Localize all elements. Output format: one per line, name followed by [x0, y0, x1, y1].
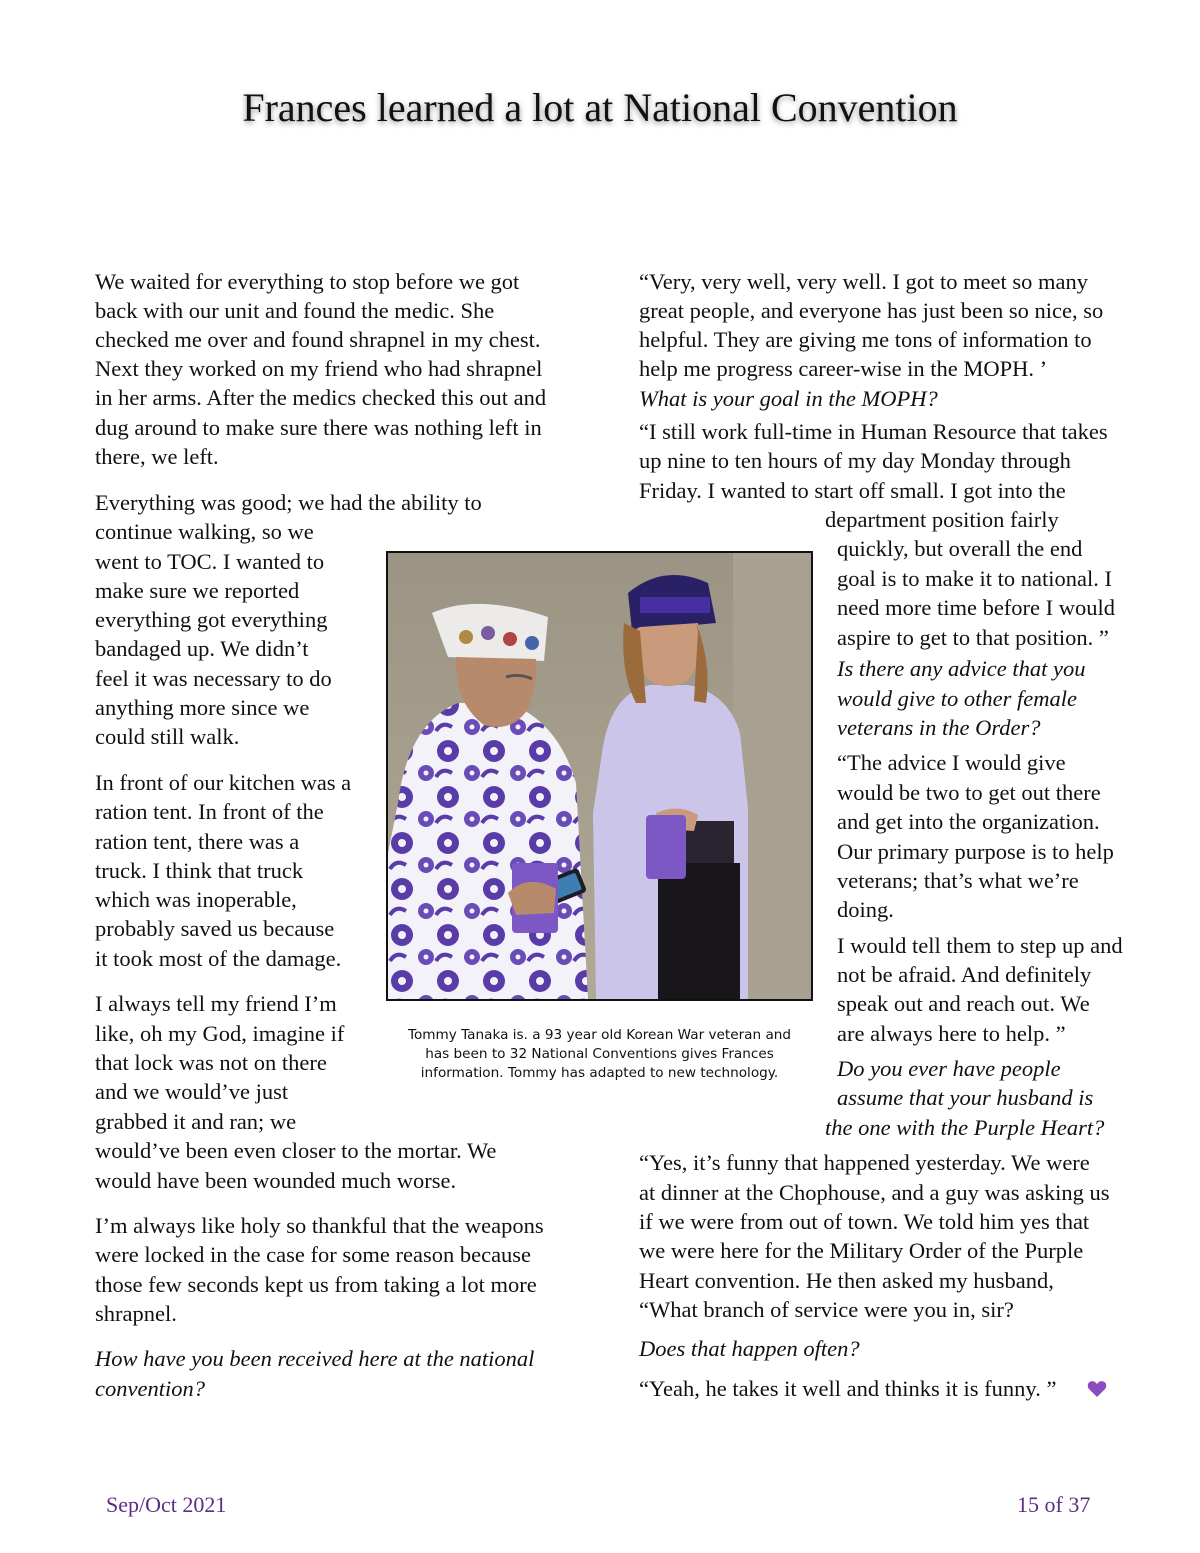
text-line: dug around to make sure there was nothing left in	[95, 415, 542, 440]
page-number: 15 of 37	[1017, 1492, 1091, 1517]
text-line: veterans in the Order?	[837, 715, 1041, 740]
text-line: “The advice I would give	[837, 750, 1066, 775]
question-often: Does that happen often?	[639, 1336, 860, 1361]
text-line: helpful. They are giving me tons of information to	[639, 327, 1092, 352]
text-line: the one with the Purple Heart?	[825, 1115, 1105, 1140]
text-line: bandaged up. We didn’t	[95, 636, 309, 661]
text-line: aspire to get to that position. ”	[837, 625, 1109, 650]
text-line: continue walking, so we	[95, 519, 314, 544]
text-line: Everything was good; we had the ability to	[95, 490, 482, 515]
text-line: would be two to get out there	[837, 780, 1101, 805]
text-line: were locked in the case for some reason because	[95, 1242, 532, 1267]
text-line: grabbed it and ran; we	[95, 1109, 297, 1134]
text-line: those few seconds kept us from taking a lot more	[95, 1272, 537, 1297]
caption-line: information. Tommy has adapted to new technology.	[420, 1065, 779, 1081]
text-line: need more time before I would	[837, 595, 1116, 620]
text-line: up nine to ten hours of my day Monday through	[639, 448, 1071, 473]
text-line: Do you ever have people	[837, 1056, 1061, 1081]
text-line: In front of our kitchen was a	[95, 770, 352, 795]
page-title: Frances learned a lot at National Convention	[242, 85, 958, 130]
photo-caption	[386, 1026, 813, 1083]
text-line: help me progress career-wise in the MOPH. ’	[639, 356, 1048, 381]
text-line: “I still work full-time in Human Resource that takes	[639, 419, 1108, 444]
text-line: I always tell my friend I’m	[95, 991, 337, 1016]
text-line: there, we left.	[95, 444, 219, 469]
photo-illustration	[388, 553, 811, 999]
text-line: in her arms. After the medics checked this out and	[95, 385, 547, 410]
text-line: went to TOC. I wanted to	[95, 549, 325, 574]
text-line: “What branch of service were you in, sir?	[639, 1297, 1014, 1322]
text-line: probably saved us because	[95, 916, 335, 941]
text-line: quickly, but overall the end	[837, 536, 1083, 561]
text-line: could still walk.	[95, 724, 240, 749]
text-line: I would tell them to step up and	[837, 933, 1123, 958]
question-goal: What is your goal in the MOPH?	[639, 386, 938, 411]
text-line: veterans; that’s what we’re	[837, 868, 1079, 893]
text-line: Our primary purpose is to help	[837, 839, 1114, 864]
caption-line: Tommy Tanaka is. a 93 year old Korean War veteran and	[407, 1027, 792, 1043]
text-line: would give to other female	[837, 686, 1077, 711]
text-line: not be afraid. And definitely	[837, 962, 1092, 987]
text-line: Friday. I wanted to start off small. I got into the	[639, 478, 1066, 503]
text-line: make sure we reported	[95, 578, 300, 603]
text-line: We waited for everything to stop before we got	[95, 269, 520, 294]
text-line: that lock was not on there	[95, 1050, 327, 1075]
text-line: we were here for the Military Order of the Purple	[639, 1238, 1084, 1263]
text-line: back with our unit and found the medic. She	[95, 298, 495, 323]
article-photo	[386, 551, 813, 1001]
answer-often: “Yeah, he takes it well and thinks it is funny. ”	[639, 1376, 1057, 1401]
caption-line: has been to 32 National Conventions gives Frances	[425, 1046, 774, 1062]
text-line: doing.	[837, 897, 894, 922]
text-line: ration tent. In front of the	[95, 799, 324, 824]
text-line: Next they worked on my friend who had shrapnel	[95, 356, 543, 381]
text-line: I’m always like holy so thankful that the weapons	[95, 1213, 544, 1238]
text-line: shrapnel.	[95, 1301, 177, 1326]
text-line: anything more since we	[95, 695, 310, 720]
text-line: “Yes, it’s funny that happened yesterday. We were	[639, 1150, 1090, 1175]
text-line: great people, and everyone has just been so nice, so	[639, 298, 1104, 323]
text-line: ration tent, there was a	[95, 829, 300, 854]
text-line: truck. I think that truck	[95, 858, 304, 883]
text-line: goal is to make it to national. I	[837, 566, 1112, 591]
text-line: Is there any advice that you	[837, 656, 1086, 681]
text-line: and we would’ve just	[95, 1079, 289, 1104]
text-line: checked me over and found shrapnel in my chest.	[95, 327, 541, 352]
text-line: at dinner at the Chophouse, and a guy was asking us	[639, 1180, 1110, 1205]
issue-date: Sep/Oct 2021	[106, 1492, 227, 1517]
text-line: would have been wounded much worse.	[95, 1168, 457, 1193]
text-line: Heart convention. He then asked my husband,	[639, 1268, 1054, 1293]
text-line: convention?	[95, 1376, 205, 1401]
text-line: it took most of the damage.	[95, 946, 342, 971]
text-line: department position fairly	[825, 507, 1059, 532]
text-line: How have you been received here at the national	[95, 1346, 535, 1371]
text-line: and get into the organization.	[837, 809, 1100, 834]
text-line: feel it was necessary to do	[95, 666, 332, 691]
text-line: if we were from out of town. We told him yes that	[639, 1209, 1090, 1234]
text-line: like, oh my God, imagine if	[95, 1021, 345, 1046]
text-line: everything got everything	[95, 607, 328, 632]
text-line: are always here to help. ”	[837, 1021, 1066, 1046]
text-line: which was inoperable,	[95, 887, 297, 912]
text-line: assume that your husband is	[837, 1085, 1094, 1110]
heart-icon	[1087, 1380, 1107, 1398]
text-line: “Very, very well, very well. I got to meet so many	[639, 269, 1089, 294]
text-line: would’ve been even closer to the mortar. We	[95, 1138, 497, 1163]
text-line: speak out and reach out. We	[837, 991, 1090, 1016]
